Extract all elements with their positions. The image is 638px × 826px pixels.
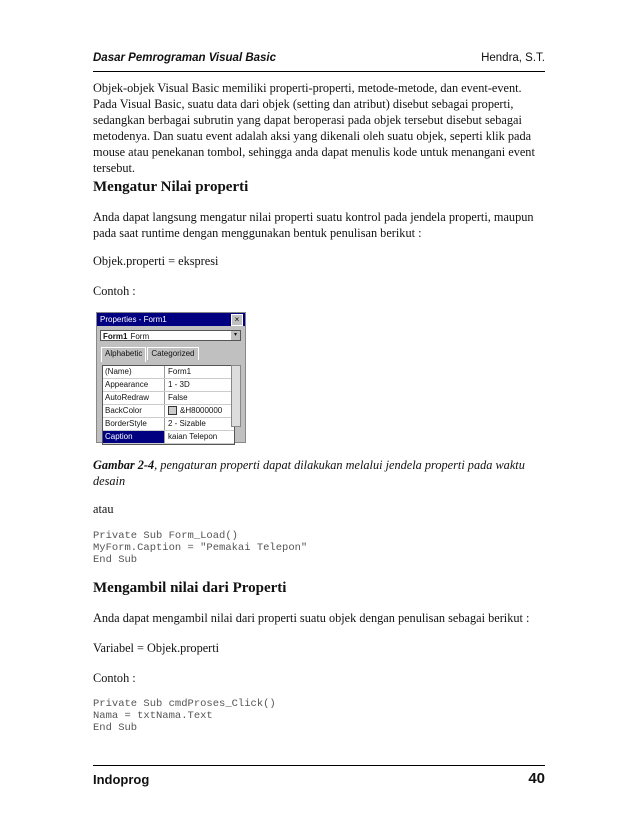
table-row[interactable] xyxy=(103,392,234,405)
caption-value-input[interactable]: kaian Telepon xyxy=(168,432,218,441)
property-key: Caption xyxy=(103,431,165,443)
code-block-1: Private Sub Form_Load() MyForm.Caption = "Pemakai Telepon" End Sub xyxy=(93,530,308,566)
section2-syntax: Variabel = Objek.properti xyxy=(93,641,220,655)
table-row[interactable] xyxy=(103,418,234,431)
section1-text: Anda dapat langsung mengatur nilai properti suatu kontrol pada jendela properti, maupun pada saat runtime dengan menggunakan bentuk penulisan berikut : xyxy=(93,210,534,240)
section1-example-label: Contoh : xyxy=(93,284,136,298)
caption-label: Gambar 2-4 xyxy=(93,458,155,472)
property-value xyxy=(165,405,234,417)
property-value: False xyxy=(168,393,188,402)
vertical-scrollbar[interactable] xyxy=(231,365,241,427)
property-value: 2 - Sizable xyxy=(168,419,206,428)
window-title-text: Properties - Form1 xyxy=(100,315,167,324)
combo-object-name: Form1 xyxy=(103,332,128,341)
section1-heading: Mengatur Nilai properti xyxy=(93,179,249,195)
property-key: (Name) xyxy=(103,366,165,378)
tab-alphabetic[interactable]: Alphabetic xyxy=(101,347,146,362)
or-text: atau xyxy=(93,502,114,516)
chevron-down-icon[interactable]: ▾ xyxy=(231,331,240,340)
property-key: BackColor xyxy=(103,405,165,417)
section1-syntax: Objek.properti = ekspresi xyxy=(93,254,219,268)
property-key: Appearance xyxy=(103,379,165,391)
figure-caption xyxy=(93,457,545,489)
table-row[interactable] xyxy=(103,366,234,379)
combo-object-type: Form xyxy=(130,332,150,341)
color-swatch xyxy=(168,406,177,415)
property-grid xyxy=(102,365,235,445)
tab-strip xyxy=(101,347,200,361)
property-value: 1 - 3D xyxy=(168,380,190,389)
intro-paragraph: Objek-objek Visual Basic memiliki properti-properti, metode-metode, dan event-event. Pada Visual Basic, suatu data dari objek (setting dan atribut) disebut sebagai properti, sedangkan berbagai subrutin yang dapat beroperasi pada objek tersebut disebut sebagai metodenya. Dan suatu event adalah aksi yang dikenali oleh suatu objek, seperti klik pada mouse atau penekanan tombol, sehingga anda dapat menulis kode untuk menangani event tersebut. xyxy=(93,81,535,175)
caption-text: , pengaturan properti dapat dilakukan melalui jendela properti pada waktu desain xyxy=(93,458,525,488)
table-row-selected[interactable] xyxy=(103,431,234,444)
property-key: AutoRedraw xyxy=(103,392,165,404)
footer-rule xyxy=(93,765,545,766)
header-author: Hendra, S.T. xyxy=(481,52,545,64)
section2-example-label: Contoh : xyxy=(93,671,136,685)
backcolor-value: &H8000000 xyxy=(180,406,223,415)
close-icon[interactable]: × xyxy=(231,314,243,326)
section2-heading: Mengambil nilai dari Properti xyxy=(93,580,287,596)
properties-window xyxy=(96,312,246,443)
properties-window-title xyxy=(97,313,245,326)
property-value: Form1 xyxy=(168,367,192,376)
header-rule xyxy=(93,71,545,72)
table-row[interactable] xyxy=(103,405,234,418)
tab-categorized[interactable]: Categorized xyxy=(147,347,198,360)
table-row[interactable] xyxy=(103,379,234,392)
property-key: BorderStyle xyxy=(103,418,165,430)
header-title: Dasar Pemrograman Visual Basic xyxy=(93,52,277,64)
object-combo[interactable] xyxy=(100,330,241,341)
code-block-2: Private Sub cmdProses_Click() Nama = txtNama.Text End Sub xyxy=(93,698,276,734)
footer-publisher: Indoprog xyxy=(93,772,150,787)
section2-text: Anda dapat mengambil nilai dari properti suatu objek dengan penulisan sebagai berikut : xyxy=(93,611,530,625)
page-number: 40 xyxy=(528,770,545,787)
